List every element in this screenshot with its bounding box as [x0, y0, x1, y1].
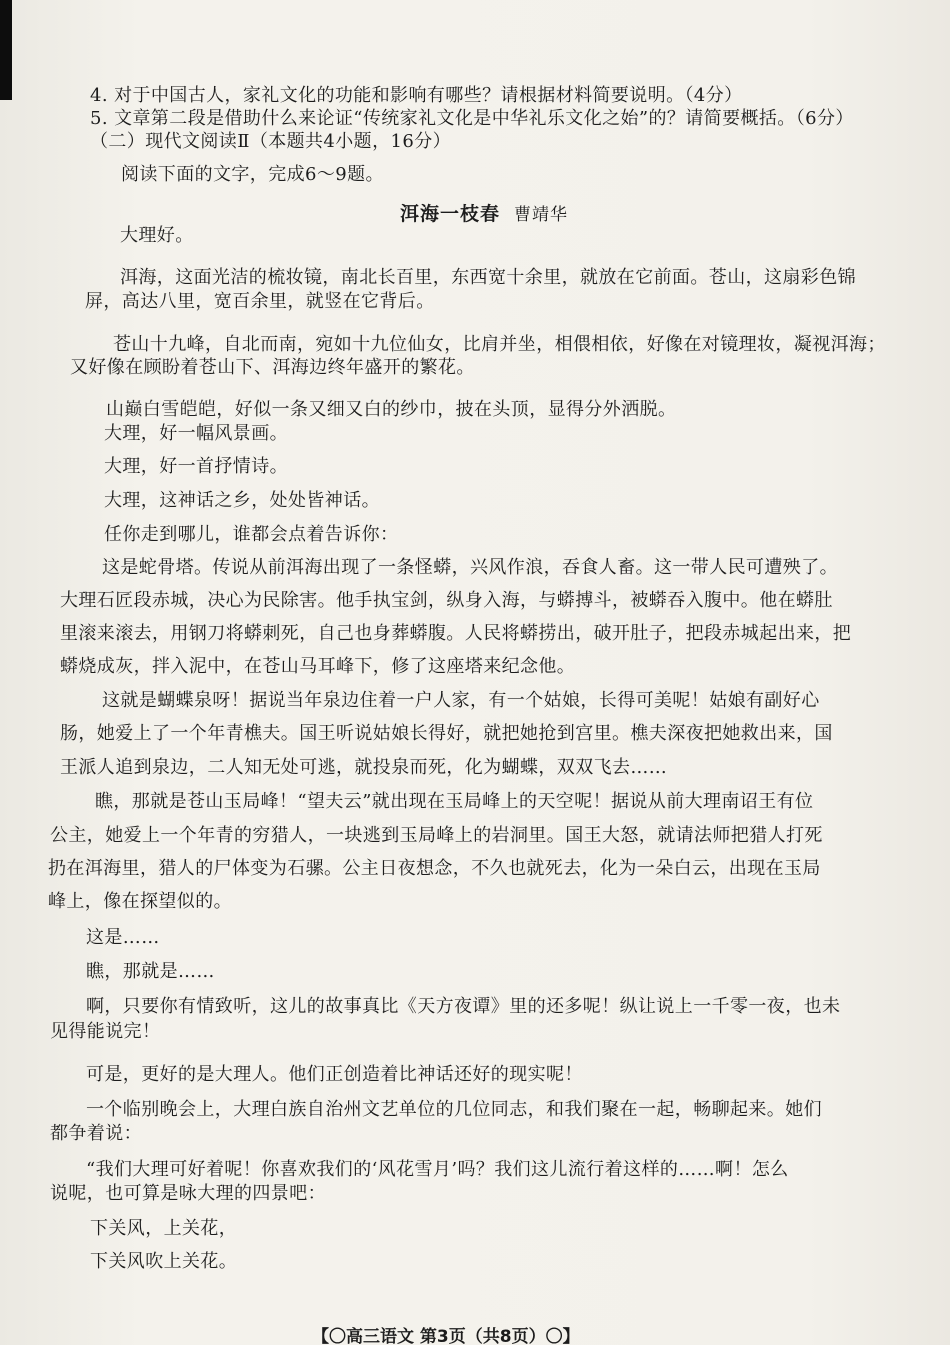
paragraph-line: 任你走到哪儿，谁都会点着告诉你： — [104, 524, 399, 545]
paragraph-line: 大理，好一首抒情诗。 — [104, 456, 288, 477]
poem-line: 下关风，上关花， — [90, 1218, 238, 1239]
paragraph-line: 啊，只要你有情致听，这儿的故事真比《天方夜谭》里的还多呢！纵让说上一千零一夜，也未 — [86, 996, 841, 1017]
paragraph-line: 峰上，像在探望似的。 — [48, 891, 232, 912]
section-instruction: 阅读下面的文字，完成6～9题。 — [121, 164, 384, 185]
paragraph-line: 肠，她爱上了一个年青樵夫。国王听说姑娘长得好，就把她抢到宫里。樵夫深夜把她救出来，国 — [60, 723, 833, 744]
paragraph-line: 公主，她爱上一个年青的穷猎人，一块逃到玉局峰上的岩洞里。国王大怒，就请法师把猎人打死 — [50, 825, 823, 846]
paragraph-line: 这是蛇骨塔。传说从前洱海出现了一条怪蟒，兴风作浪，吞食人畜。这一带人民可遭殃了。 — [102, 557, 838, 578]
article-title: 洱海一枝春 — [400, 203, 501, 225]
paragraph-line: 洱海，这面光洁的梳妆镜，南北长百里，东西宽十余里，就放在它前面。苍山，这扇彩色锦 — [120, 267, 856, 288]
section-heading: （二）现代文阅读Ⅱ（本题共4小题，16分） — [90, 131, 451, 152]
paragraph-line: 大理，这神话之乡，处处皆神话。 — [104, 490, 380, 511]
paragraph-line: 山巅白雪皑皑，好似一条又细又白的纱巾，披在头顶，显得分外洒脱。 — [106, 399, 677, 420]
article-author: 曹靖华 — [514, 205, 569, 225]
paragraph-line: 大理好。 — [120, 225, 194, 246]
paragraph-line: 可是，更好的是大理人。他们正创造着比神话还好的现实呢！ — [86, 1064, 583, 1085]
question-5: 5. 文章第二段是借助什么来论证“传统家礼文化是中华礼乐文化之始”的？请简要概括。（6分） — [90, 108, 854, 129]
binding-edge-mark — [0, 0, 12, 100]
poem-line: 下关风吹上关花。 — [90, 1251, 238, 1272]
paragraph-line: 瞧，那就是…… — [86, 961, 215, 982]
paragraph-line: 蟒烧成灰，拌入泥中，在苍山马耳峰下，修了这座塔来纪念他。 — [60, 656, 576, 677]
paragraph-line: 里滚来滚去，用钢刀将蟒刺死，自己也身葬蟒腹。人民将蟒捞出，破开肚子，把段赤城起出来，把 — [60, 623, 852, 644]
paragraph-line: 都争着说： — [50, 1123, 142, 1144]
paragraph-line: 王派人追到泉边，二人知无处可逃，就投泉而死，化为蝴蝶，双双飞去…… — [60, 757, 668, 778]
paragraph-line: 瞧，那就是苍山玉局峰！“望夫云”就出现在玉局峰上的天空呢！据说从前大理南诏王有位 — [95, 791, 814, 812]
paragraph-line: 一个临别晚会上，大理白族自治州文艺单位的几位同志，和我们聚在一起，畅聊起来。她们 — [86, 1099, 822, 1120]
paragraph-line: “我们大理可好着呢！你喜欢我们的‘风花雪月’吗？我们这儿流行着这样的……啊！怎么 — [86, 1159, 789, 1180]
paragraph-line: 大理，好一幅风景画。 — [104, 423, 288, 444]
paragraph-line: 屏，高达八里，宽百余里，就竖在它背后。 — [85, 291, 435, 312]
paragraph-line: 大理石匠段赤城，决心为民除害。他手执宝剑，纵身入海，与蟒搏斗，被蟒吞入腹中。他在蟒肚 — [60, 590, 833, 611]
paragraph-line: 这就是蝴蝶泉呀！据说当年泉边住着一户人家，有一个姑娘，长得可美呢！姑娘有副好心 — [102, 690, 820, 711]
paragraph-line: 扔在洱海里，猎人的尸体变为石骡。公主日夜想念，不久也就死去，化为一朵白云，出现在玉局 — [48, 858, 821, 879]
page-footer: 【〇高三语文 第3页（共8页）〇】 — [312, 1327, 580, 1345]
paragraph-line: 见得能说完！ — [50, 1021, 161, 1042]
question-4: 4. 对于中国古人，家礼文化的功能和影响有哪些？请根据材料简要说明。（4分） — [90, 85, 743, 106]
paragraph-line: 苍山十九峰，自北而南，宛如十九位仙女，比肩并坐，相偎相依，好像在对镜理妆，凝视洱海； — [113, 334, 886, 355]
article-title-line — [400, 201, 568, 228]
paragraph-line: 又好像在顾盼着苍山下、洱海边终年盛开的繁花。 — [70, 357, 475, 378]
paragraph-line: 说呢，也可算是咏大理的四景吧： — [50, 1183, 326, 1204]
paragraph-line: 这是…… — [86, 927, 160, 948]
